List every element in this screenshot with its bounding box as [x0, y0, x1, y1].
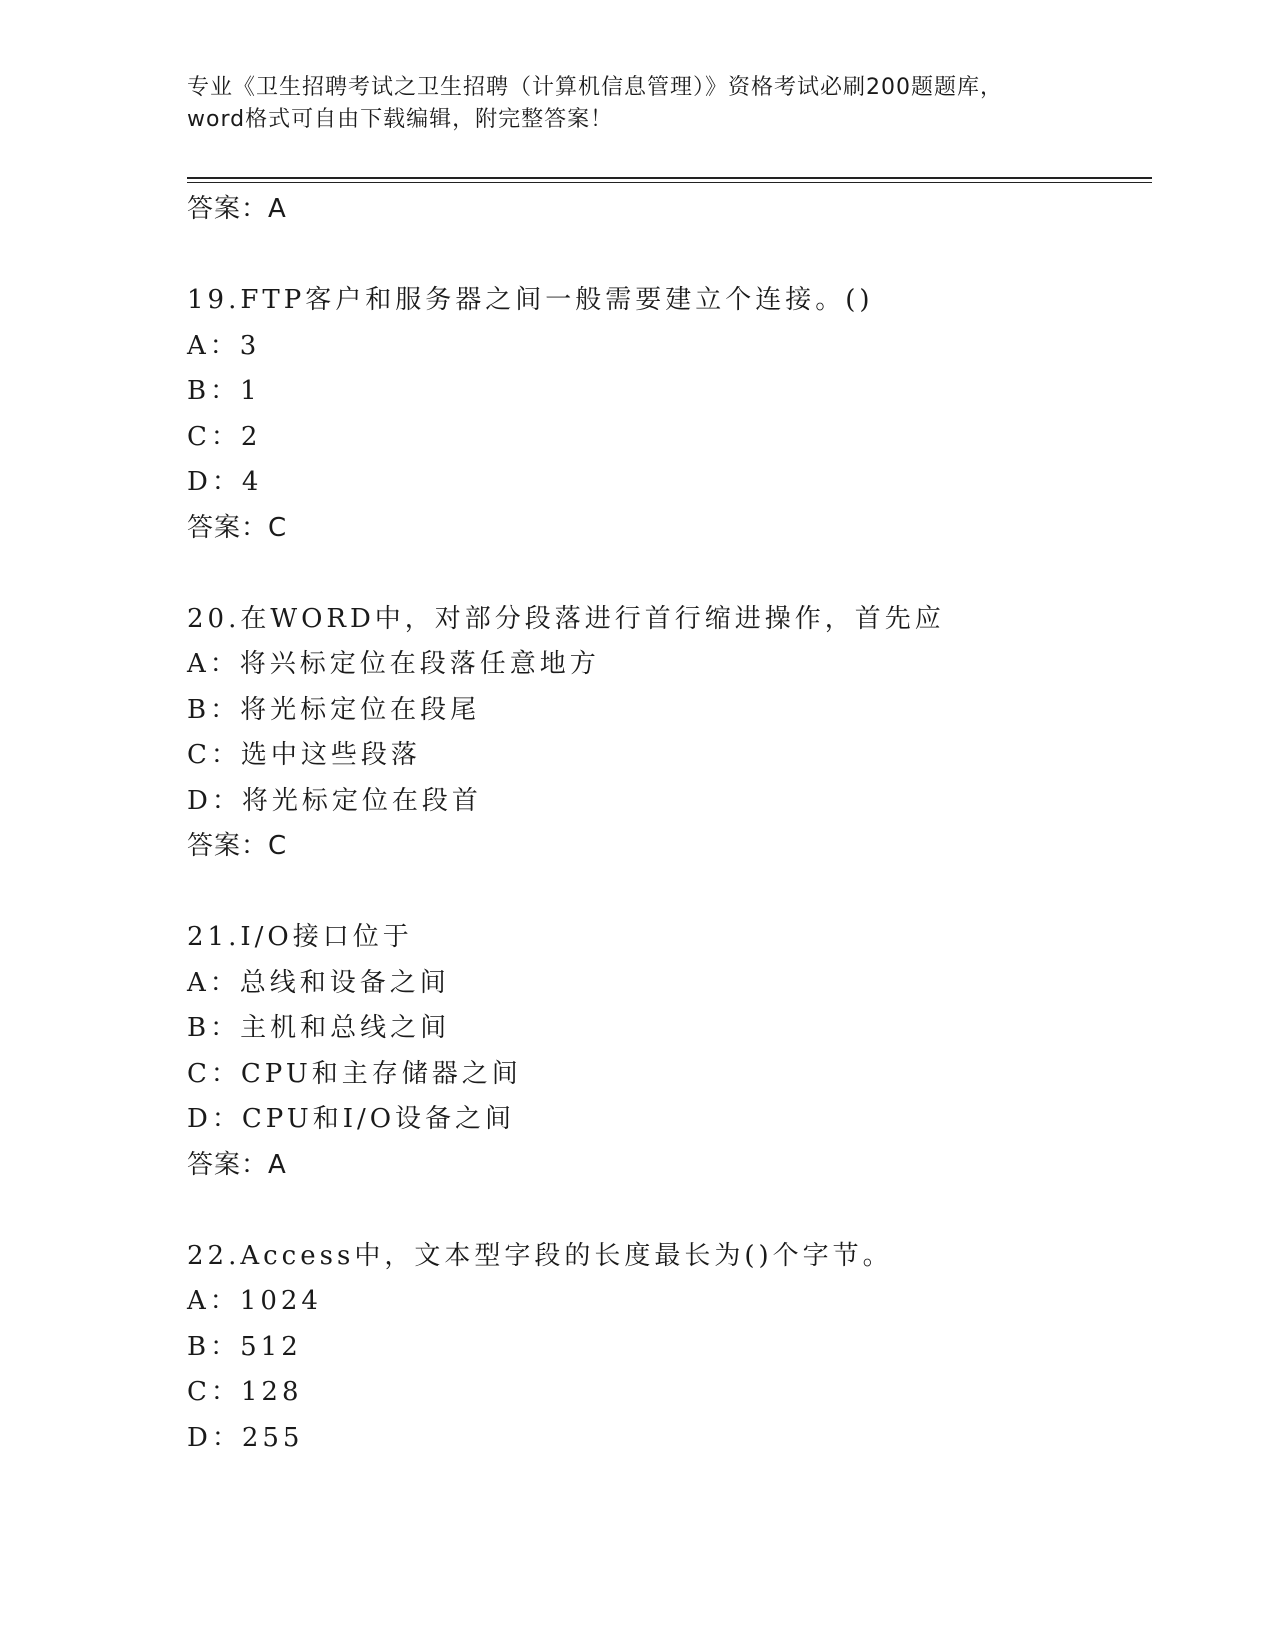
- question-stem: 20.在WORD中，对部分段落进行首行缩进操作，首先应: [187, 603, 945, 634]
- option-b: B：将光标定位在段尾: [187, 694, 481, 725]
- spacer: [187, 233, 1147, 279]
- option-b: B：主机和总线之间: [187, 1013, 451, 1043]
- option-a: A：3: [187, 330, 261, 361]
- option-b: B：512: [187, 1331, 302, 1362]
- option-d: D：4: [187, 467, 263, 497]
- header-divider: [187, 177, 1152, 183]
- option-a: A：将兴标定位在段落任意地方: [187, 649, 600, 679]
- option-a: A：1024: [187, 1286, 322, 1316]
- option-a: A：总线和设备之间: [187, 967, 450, 998]
- option-b: B：1: [187, 376, 261, 406]
- option-c: C：128: [187, 1377, 303, 1407]
- option-c: C：选中这些段落: [187, 740, 421, 770]
- option-d: D：CPU和I/O设备之间: [187, 1104, 516, 1134]
- spacer: [187, 551, 1147, 597]
- question-22: [187, 1234, 1147, 1462]
- option-d: D：255: [187, 1422, 304, 1453]
- option-c: C：CPU和主存储器之间: [187, 1058, 522, 1089]
- question-19: [187, 278, 1147, 551]
- header-line-2: word格式可自由下载编辑，附完整答案！: [187, 107, 614, 132]
- page-header: [187, 72, 1087, 136]
- question-stem: 19.FTP客户和服务器之间一般需要建立个连接。(): [187, 285, 874, 315]
- question-stem: 22.Access中，文本型字段的长度最长为()个字节。: [187, 1240, 893, 1271]
- question-20: [187, 597, 1147, 870]
- question-21: [187, 915, 1147, 1188]
- question-stem: 21.I/O接口位于: [187, 922, 413, 952]
- option-d: D：将光标定位在段首: [187, 785, 482, 816]
- previous-answer: 答案：A: [187, 194, 287, 224]
- answer: 答案：A: [187, 1149, 287, 1180]
- answer: 答案：C: [187, 512, 288, 543]
- spacer: [187, 870, 1147, 916]
- option-c: C：2: [187, 421, 262, 452]
- question-list: [187, 187, 1147, 1461]
- header-line-1: 专业《卫生招聘考试之卫生招聘（计算机信息管理）》资格考试必刷200题题库，: [187, 75, 1003, 100]
- answer: 答案：C: [187, 831, 288, 861]
- spacer: [187, 1188, 1147, 1234]
